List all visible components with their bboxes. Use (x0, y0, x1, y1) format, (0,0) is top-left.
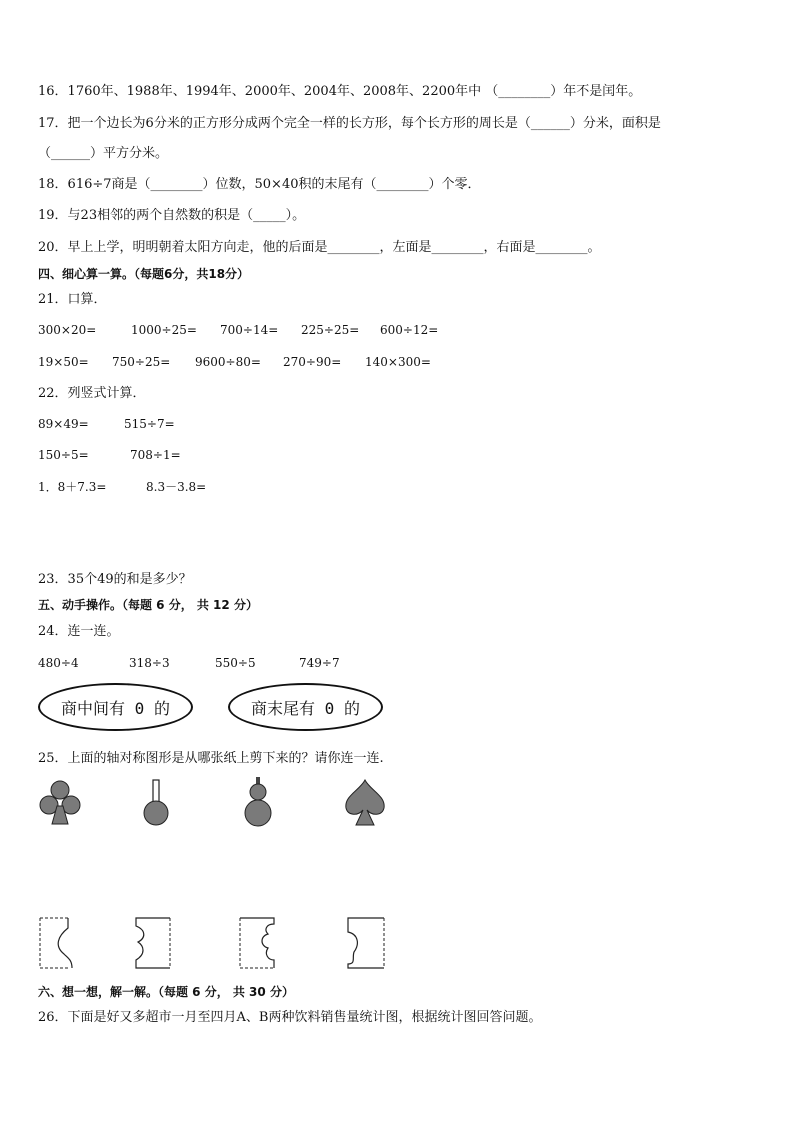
vertical-calc-row-2 (38, 447, 438, 463)
oval-trailing-zero[interactable] (228, 683, 383, 731)
link-items-row (38, 655, 438, 671)
question-18: 18．616÷7商是（________）位数，50×40积的末尾有（________）个零． (38, 177, 481, 192)
oral-calc-row-2 (38, 354, 758, 370)
question-24: 24．连一连。 (38, 624, 120, 639)
oral-calc-item: 9600÷80= (195, 355, 261, 369)
club-icon[interactable] (38, 778, 82, 828)
section-6-heading: 六、想一想，解一解。（每题 6 分， 共 30 分） (38, 985, 294, 999)
link-item[interactable]: 480÷4 (38, 656, 79, 670)
question-19: 19．与23相邻的两个自然数的积是（_____）。 (38, 208, 306, 223)
oral-calc-item: 225÷25= (301, 323, 360, 337)
question-23: 23．35个49的和是多少？ (38, 572, 192, 587)
folded-paper-1[interactable] (38, 916, 78, 970)
question-17-line2: （______）平方分米。 (38, 146, 169, 161)
question-16: 16．1760年、1988年、1994年、2000年、2004年、2008年、2200年中 （________）年不是闰年。 (38, 84, 642, 99)
vertical-calc-item: 1．8＋7.3= (38, 480, 107, 494)
oval-middle-zero-label: 商中间有 0 的 (61, 698, 170, 718)
gourd-icon[interactable] (240, 776, 276, 828)
vertical-calc-row-1 (38, 416, 438, 432)
question-20: 20．早上上学，明明朝着太阳方向走，他的后面是________，左面是________，右面是________。 (38, 240, 601, 255)
vertical-calc-item: 89×49= (38, 417, 89, 431)
spade-icon[interactable] (342, 778, 388, 828)
folded-paper-4[interactable] (342, 916, 388, 970)
link-item[interactable]: 318÷3 (129, 656, 170, 670)
vertical-calc-row-3 (38, 479, 438, 495)
question-25: 25．上面的轴对称图形是从哪张纸上剪下来的？请你连一连. (38, 751, 384, 766)
oral-calc-item: 270÷90= (283, 355, 342, 369)
oval-middle-zero[interactable] (38, 683, 193, 731)
question-22: 22．列竖式计算． (38, 386, 146, 401)
oval-trailing-zero-label: 商末尾有 0 的 (251, 698, 360, 718)
oral-calc-item: 1000÷25= (131, 323, 197, 337)
bottle-icon[interactable] (138, 778, 174, 828)
oral-calc-row-1 (38, 322, 758, 338)
folded-paper-2[interactable] (132, 916, 174, 970)
oral-calc-item: 19×50= (38, 355, 89, 369)
oral-calc-item: 140×300= (365, 355, 431, 369)
link-item[interactable]: 550÷5 (215, 656, 256, 670)
question-17-line1: 17．把一个边长为6分米的正方形分成两个完全一样的长方形，每个长方形的周长是（______）分米，面积是 (38, 116, 661, 131)
link-item[interactable]: 749÷7 (299, 656, 340, 670)
vertical-calc-item: 515÷7= (124, 417, 175, 431)
oral-calc-item: 750÷25= (112, 355, 171, 369)
folded-paper-3[interactable] (238, 916, 280, 970)
oral-calc-item: 300×20= (38, 323, 97, 337)
oral-calc-item: 700÷14= (220, 323, 279, 337)
vertical-calc-item: 8.3－3.8= (146, 480, 207, 494)
section-4-heading: 四、细心算一算。（每题6分，共18分） (38, 267, 250, 281)
oral-calc-item: 600÷12= (380, 323, 439, 337)
question-21: 21．口算． (38, 292, 107, 307)
section-5-heading: 五、动手操作。（每题 6 分， 共 12 分） (38, 598, 258, 612)
vertical-calc-item: 708÷1= (130, 448, 181, 462)
vertical-calc-item: 150÷5= (38, 448, 89, 462)
question-26: 26．下面是好又多超市一月至四月A、B两种饮料销售量统计图，根据统计图回答问题。 (38, 1010, 542, 1025)
